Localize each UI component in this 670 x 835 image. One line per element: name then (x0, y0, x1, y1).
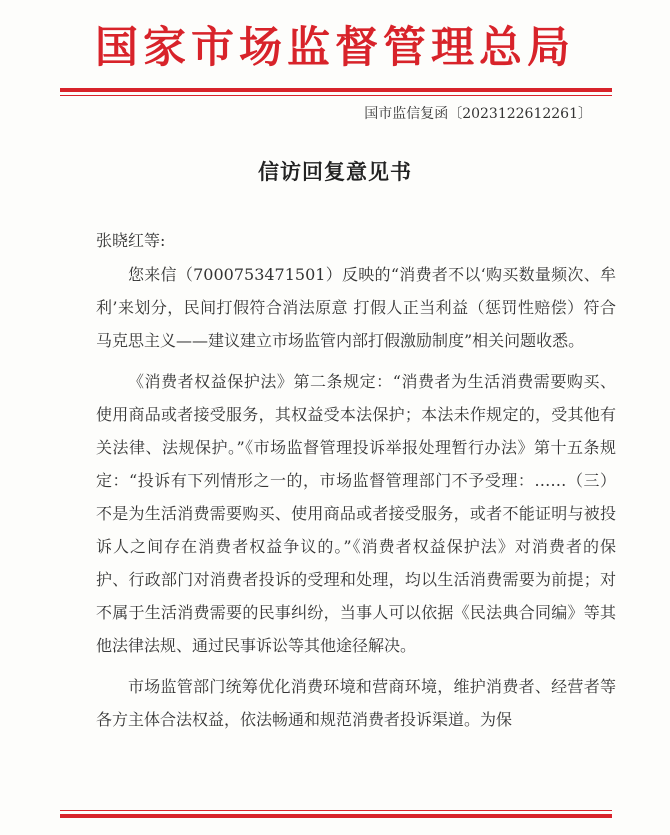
letter-body (96, 258, 616, 736)
footer-rule-thin (60, 810, 612, 811)
letterhead-title: 国家市场监督管理总局 (95, 23, 575, 73)
paragraph-market-supervision: 市场监管部门统筹优化消费环境和营商环境，维护消费者、经营者等各方主体合法权益，依法畅通和规范消费者投诉渠道。为保 (96, 677, 616, 729)
letterhead-rule-thin (60, 95, 612, 96)
footer-rule-thick (60, 814, 612, 818)
document-title: 信访回复意见书 (258, 159, 412, 184)
letterhead-rule-thick (60, 88, 612, 92)
salutation: 张晓红等: (96, 231, 166, 250)
document-number: 国市监信复函〔2023122612261〕 (364, 106, 592, 122)
paragraph-receipt: 您来信（7000753471501）反映的“消费者不以‘购买数量频次、牟利’来划分，民间打假符合消法原意 打假人正当利益（惩罚性赔偿）符合马克思主义——建议建立市场监管内部打假激励制度”相关问题收悉。 (96, 265, 616, 350)
paragraph-legal-basis: 《消费者权益保护法》第二条规定：“消费者为生活消费需要购买、使用商品或者接受服务，其权益受本法保护；本法未作规定的，受其他有关法律、法规保护。”《市场监督管理投诉举报处理暂行办法》第十五条规定：“投诉有下列情形之一的，市场监督管理部门不予受理：……（三）不是为生活消费需要购买、使用商品或者接受服务，或者不能证明与被投诉人之间存在消费者权益争议的。”《消费者权益保护法》对消费者的保护、行政部门对消费者投诉的受理和处理，均以生活消费需要为前提；对不属于生活消费需要的民事纠纷，当事人可以依据《民法典合同编》等其他法律法规、通过民事诉讼等其他途径解决。 (96, 372, 616, 655)
